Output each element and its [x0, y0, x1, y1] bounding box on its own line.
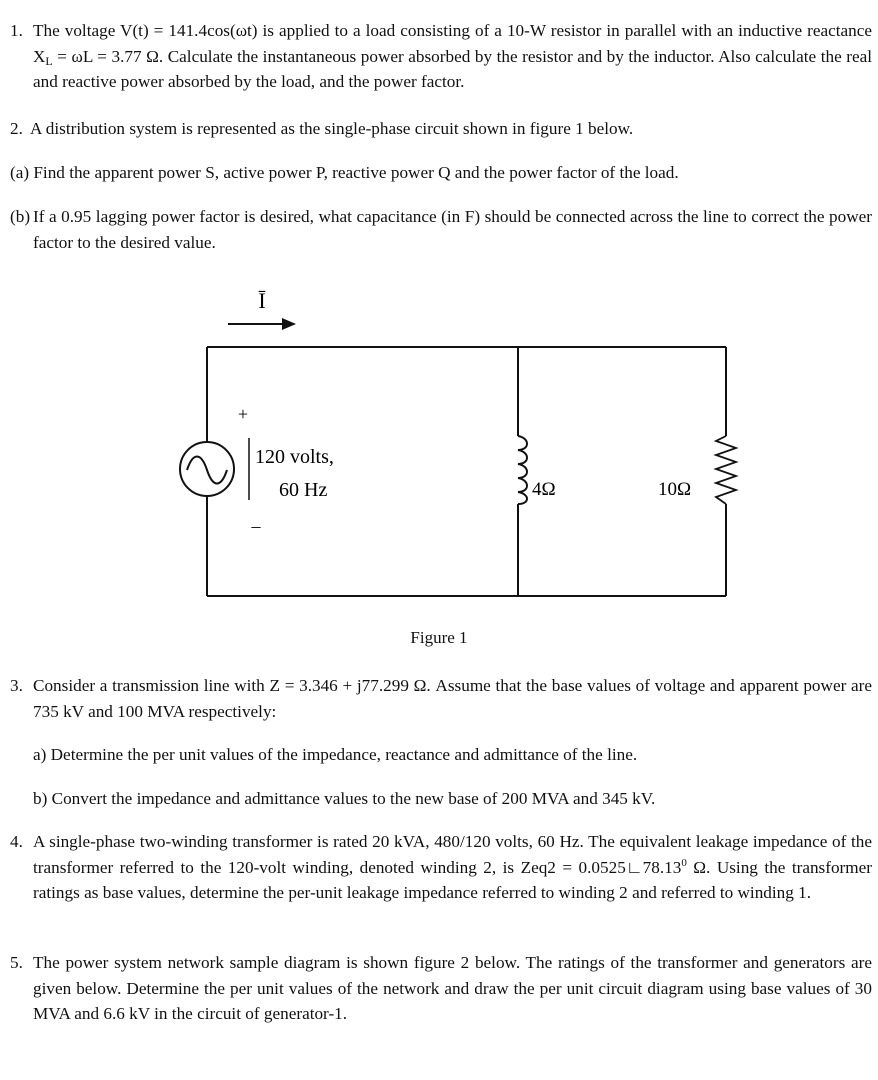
question-1-text-b: = ωL = 3.77 Ω. Calculate the instantaneous power absorbed by the resistor and by the inductor. Also calculate the real and reactive power absorbed by the load, and the power factor. — [33, 46, 872, 91]
question-4-text-a: A single-phase two-winding transformer is rated 20 kVA, 480/120 volts, 60 Hz. The equivalent leakage impedance of the transformer referred to the 120-volt winding, denoted winding 2, is Zeq2 = 0.0525 — [33, 832, 872, 877]
question-1-text-a: The voltage V(t) = 141.4cos(ωt) is applied to a load consisting of a 10-W resistor in parallel with an inductive reactance X — [33, 21, 872, 66]
question-5-text: The power system network sample diagram is shown figure 2 below. The ratings of the transformer and generators are given below. Determine the per unit values of the network and draw the per unit circuit diagram using base values of 30 MVA and 6.6 kV in the circuit of generator-1. — [33, 953, 872, 1023]
question-4-text — [10, 829, 872, 906]
resistor-zigzag — [716, 436, 736, 504]
source-minus: – — [251, 516, 261, 536]
source-plus: + — [237, 404, 249, 424]
question-2 — [10, 116, 872, 142]
question-5-number: 5. — [10, 953, 23, 972]
question-3-text: Consider a transmission line with Z = 3.346 + j77.299 Ω. Assume that the base values of voltage and apparent power are 735 kV and 100 MVA respectively: — [33, 676, 872, 721]
resistor-label: 10Ω — [658, 479, 692, 500]
subscript-L: L — [45, 53, 53, 68]
figure-1-circuit — [0, 270, 878, 630]
source-voltage-label: 120 volts, — [255, 446, 334, 468]
question-2b-text: If a 0.95 lagging power factor is desired, what capacitance (in F) should be connected across the line to correct the power factor to the desired value. — [33, 207, 872, 252]
inductor-coil — [518, 436, 527, 504]
question-3a: a) Determine the per unit values of the impedance, reactance and admittance of the line. — [33, 745, 638, 764]
question-2a-text: Find the apparent power S, active power P, reactive power Q and the power factor of the load. — [33, 163, 679, 182]
current-label: Ī — [258, 288, 266, 313]
degree-superscript: 0 — [681, 856, 687, 869]
question-3 — [10, 673, 872, 724]
question-1-text — [10, 18, 872, 95]
question-2a — [10, 160, 872, 186]
angle-symbol: ∟ — [625, 857, 643, 877]
question-2-number: 2. — [10, 119, 23, 138]
question-2b-label: (b) — [10, 207, 31, 226]
question-4-text-c: Ω. Using the transformer ratings as base values, determine the per-unit leakage impedance referred to winding 2 and referred to winding 1. — [33, 857, 872, 902]
question-4-text-b: 78.13 — [642, 857, 682, 877]
source-frequency-label: 60 Hz — [279, 479, 328, 501]
question-1-number: 1. — [10, 21, 23, 40]
inductor-label: 4Ω — [532, 479, 556, 500]
question-3b: b) Convert the impedance and admittance values to the new base of 200 MVA and 345 kV. — [33, 789, 656, 808]
question-2-text: A distribution system is represented as the single-phase circuit shown in figure 1 below. — [30, 119, 634, 138]
question-2a-label: (a) — [10, 163, 30, 182]
question-3-number: 3. — [10, 676, 23, 695]
question-5 — [10, 950, 872, 1027]
question-4 — [10, 829, 872, 906]
current-arrow-head — [282, 318, 296, 330]
figure-1-caption: Figure 1 — [410, 628, 468, 647]
question-1 — [10, 18, 872, 95]
question-2b — [10, 204, 872, 255]
question-4-number: 4. — [10, 832, 23, 851]
